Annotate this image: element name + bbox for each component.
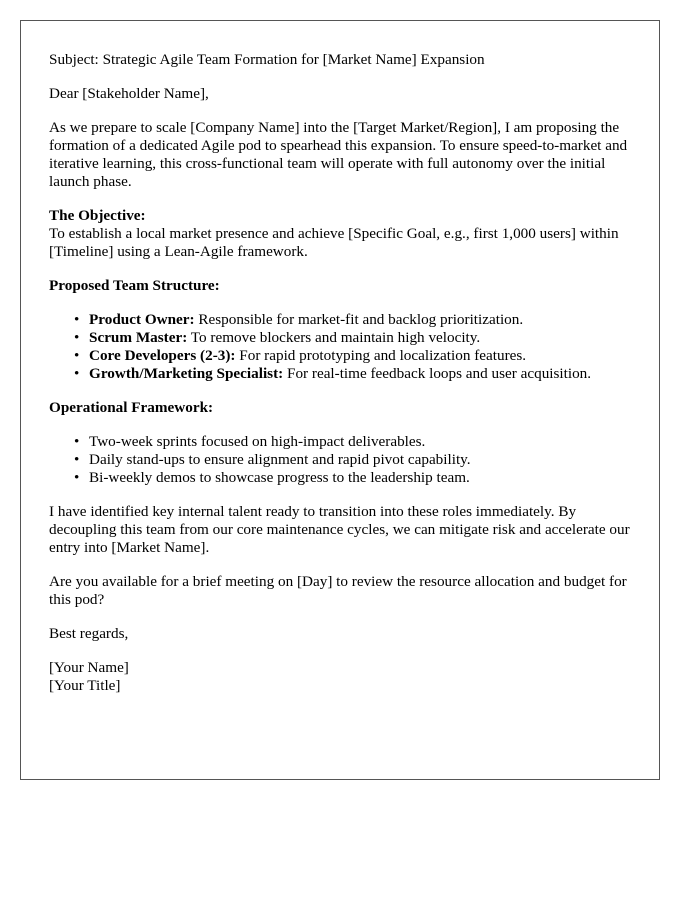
bullet-icon: • <box>74 311 80 328</box>
role-label: Product Owner: <box>89 311 195 328</box>
team-structure-heading: Proposed Team Structure: <box>49 277 220 294</box>
framework-item-text: Daily stand-ups to ensure alignment and rapid pivot capability. <box>89 451 471 468</box>
role-description: To remove blockers and maintain high velocity. <box>187 329 481 346</box>
role-label: Growth/Marketing Specialist: <box>89 365 284 382</box>
team-structure-list <box>49 311 631 383</box>
bullet-icon: • <box>74 451 80 468</box>
list-item <box>74 365 631 383</box>
talent-paragraph: I have identified key internal talent ready to transition into these roles immediately. By decoupling this team from our core maintenance cycles, we can mitigate risk and accelerate our entry into [Market Name]. <box>49 503 630 556</box>
intro-paragraph: As we prepare to scale [Company Name] into the [Target Market/Region], I am proposing the formation of a dedicated Agile pod to spearhead this expansion. To ensure speed-to-market and iterative learning, this cross-functional team will operate with full autonomy over the initial launch phase. <box>49 119 628 190</box>
role-label: Core Developers (2-3): <box>89 347 236 364</box>
closing: Best regards, <box>49 625 129 642</box>
objective-text: To establish a local market presence and achieve [Specific Goal, e.g., first 1,000 users] within [Timeline] using a Lean-Agile framework. <box>49 225 619 260</box>
framework-item-text: Bi-weekly demos to showcase progress to the leadership team. <box>89 469 470 486</box>
list-item <box>74 469 631 487</box>
list-item <box>74 451 631 469</box>
bullet-icon: • <box>74 469 80 486</box>
list-item <box>74 311 631 329</box>
list-item <box>74 347 631 365</box>
signature-title: [Your Title] <box>49 677 121 694</box>
role-description: Responsible for market-fit and backlog prioritization. <box>194 311 524 328</box>
list-item <box>74 329 631 347</box>
letter-document <box>20 20 660 780</box>
role-description: For real-time feedback loops and user acquisition. <box>283 365 592 382</box>
bullet-icon: • <box>74 347 80 364</box>
bullet-icon: • <box>74 329 80 346</box>
framework-heading: Operational Framework: <box>49 399 214 416</box>
salutation: Dear [Stakeholder Name], <box>49 85 209 102</box>
subject-line: Subject: Strategic Agile Team Formation for [Market Name] Expansion <box>49 51 485 68</box>
list-item <box>74 433 631 451</box>
role-description: For rapid prototyping and localization features. <box>235 347 527 364</box>
bullet-icon: • <box>74 365 80 382</box>
bullet-icon: • <box>74 433 80 450</box>
objective-section <box>49 207 631 261</box>
objective-heading: The Objective: <box>49 207 146 224</box>
framework-list <box>49 433 631 487</box>
role-label: Scrum Master: <box>89 329 188 346</box>
meeting-request-paragraph: Are you available for a brief meeting on [Day] to review the resource allocation and budget for this pod? <box>49 573 627 608</box>
signature-block <box>49 659 631 695</box>
framework-item-text: Two-week sprints focused on high-impact deliverables. <box>89 433 426 450</box>
signature-name: [Your Name] <box>49 659 129 676</box>
